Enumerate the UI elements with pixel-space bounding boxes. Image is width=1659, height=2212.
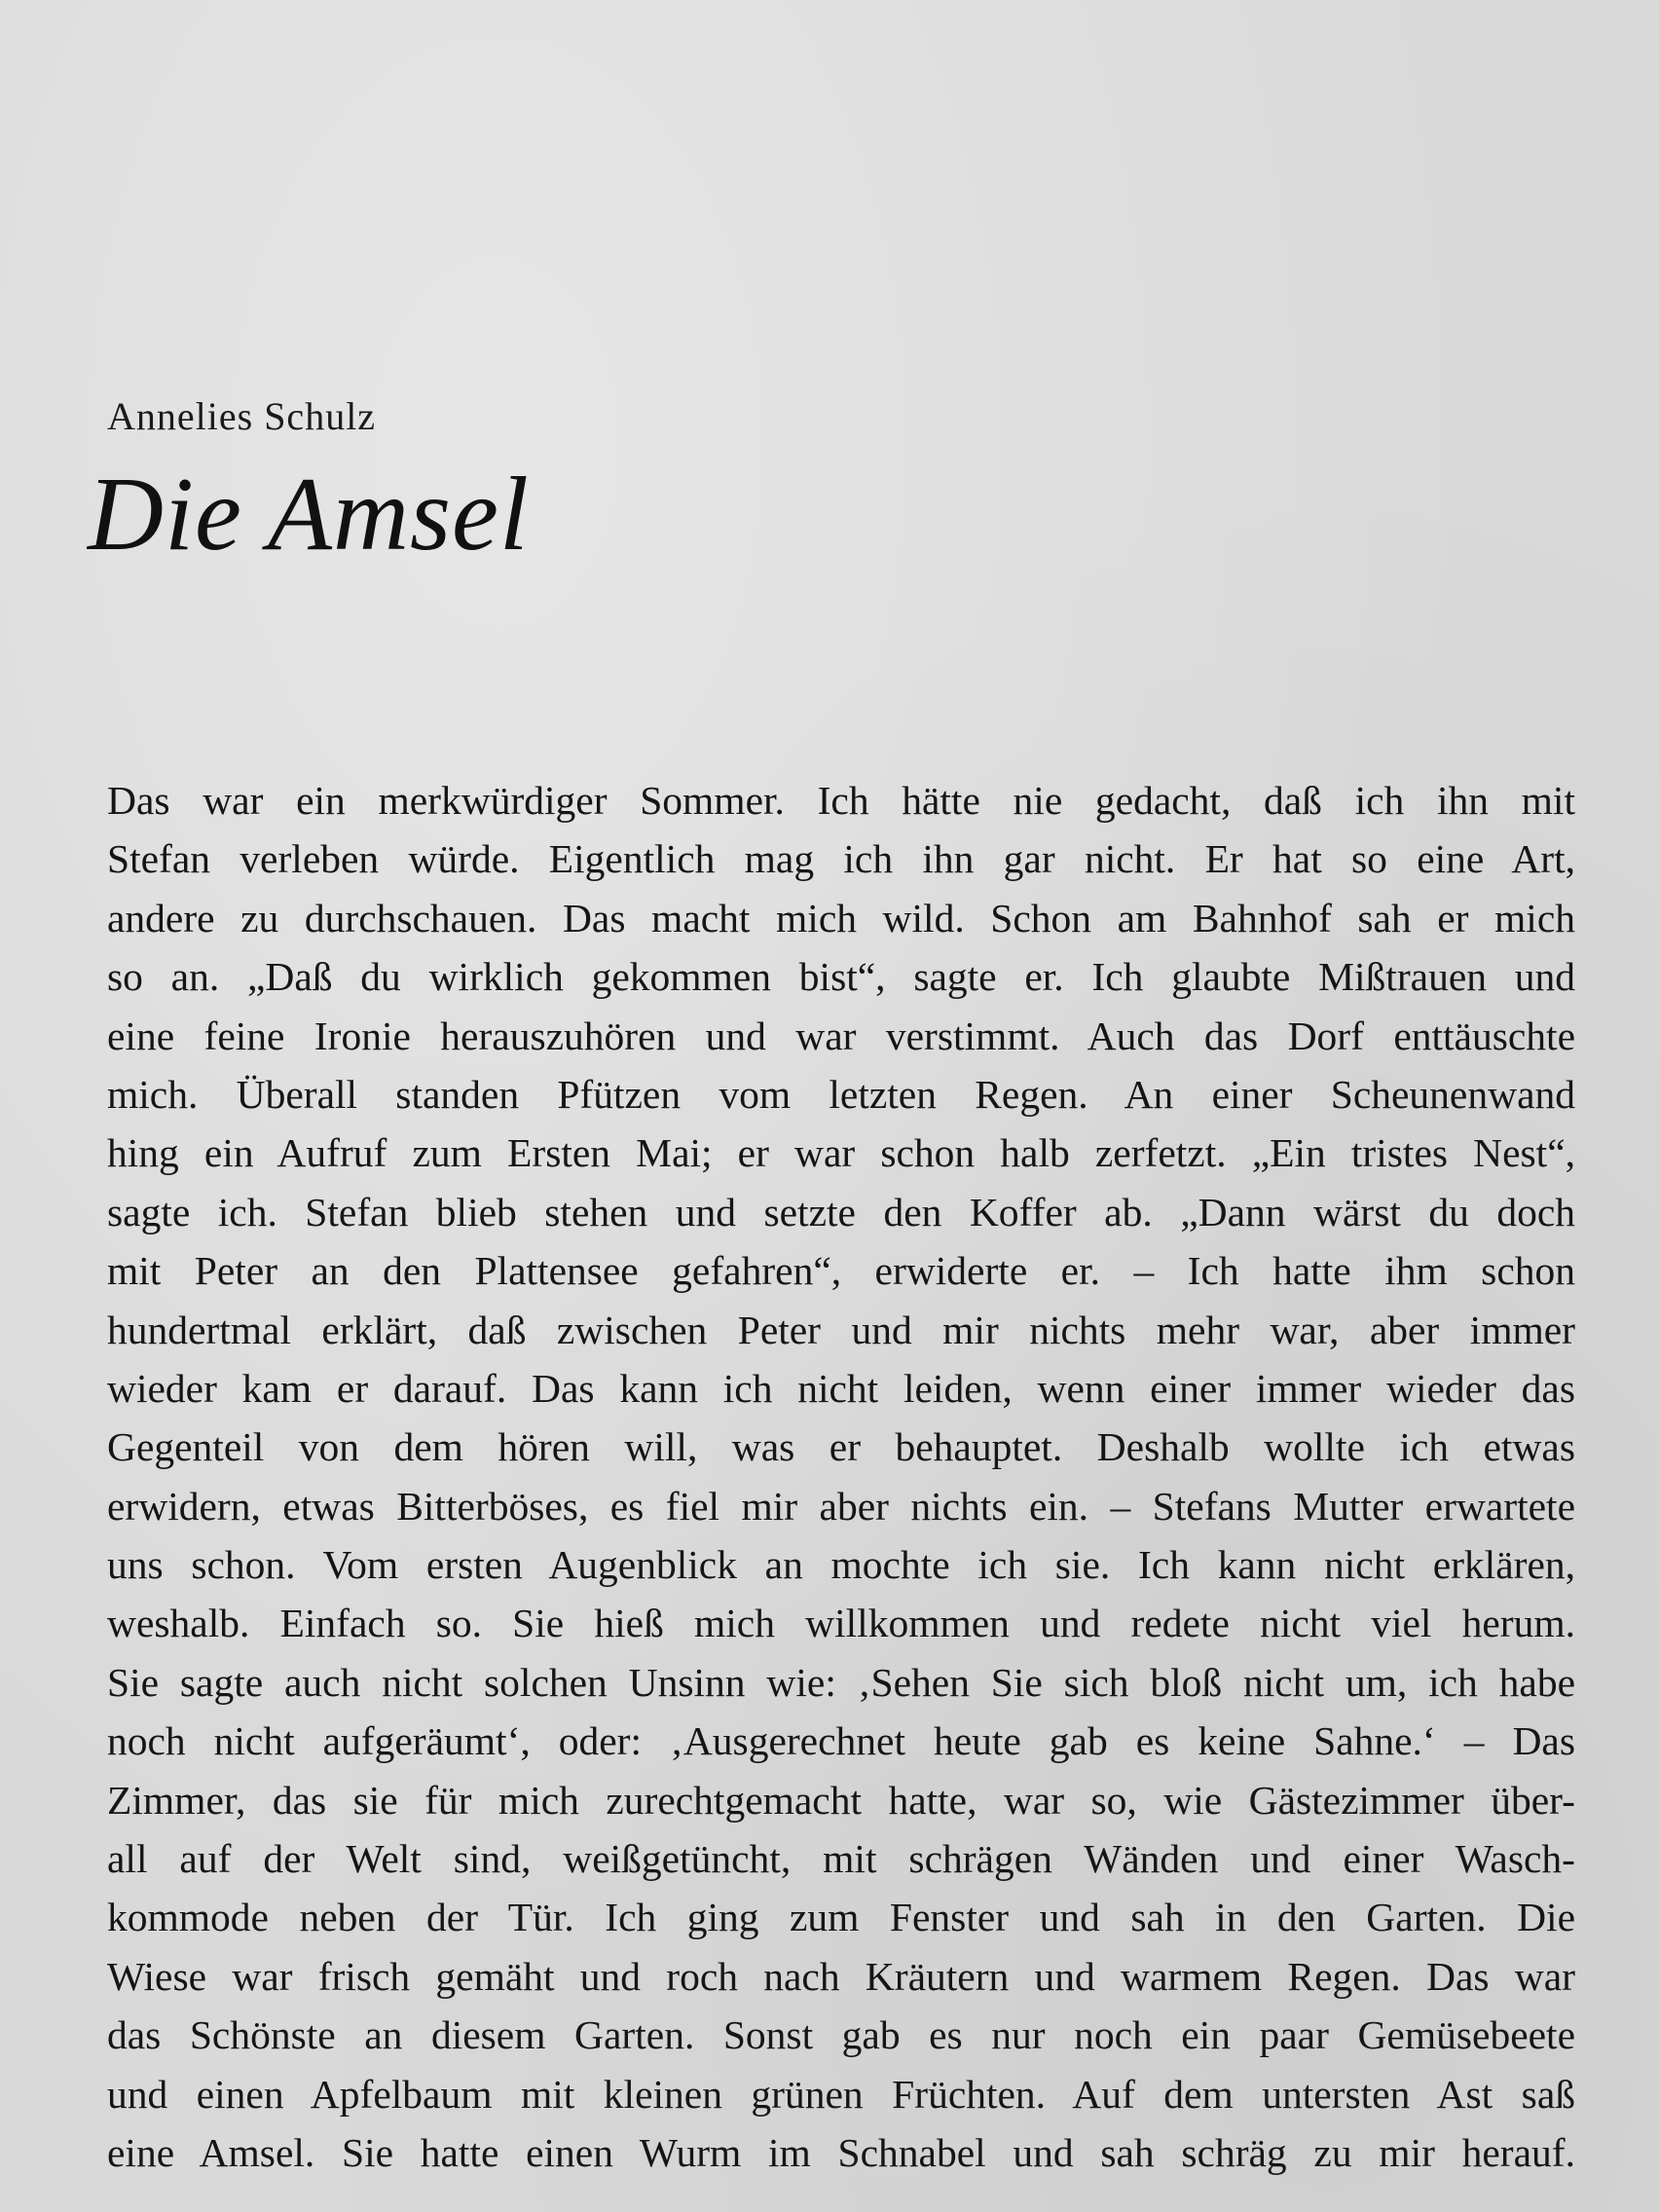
- text-line: und einen Apfelbaum mit kleinen grünen Früchten. Auf dem untersten Ast saß: [107, 2071, 1575, 2117]
- text-line: noch nicht aufgeräumt‘, oder: ‚Ausgerechnet heute gab es keine Sahne.‘ – Das: [107, 1718, 1575, 1764]
- text-line: erwidern, etwas Bitterböses, es fiel mir aber nichts ein. – Stefans Mutter erwartete: [107, 1483, 1575, 1529]
- text-line: andere zu durchschauen. Das macht mich wild. Schon am Bahnhof sah er mich: [107, 895, 1575, 940]
- text-line: Gegenteil von dem hören will, was er behauptet. Deshalb wollte ich etwas: [107, 1424, 1575, 1470]
- text-line: all auf der Welt sind, weißgetüncht, mit schrägen Wänden und einer Wasch-: [107, 1836, 1575, 1882]
- text-line: Wiese war frisch gemäht und roch nach Kräutern und warmem Regen. Das war: [107, 1953, 1575, 1999]
- text-line: uns schon. Vom ersten Augenblick an mochte ich sie. Ich kann nicht erklären,: [107, 1542, 1575, 1588]
- story-body: [107, 771, 1575, 2182]
- text-line: Das war ein merkwürdiger Sommer. Ich hätte nie gedacht, daß ich ihn mit: [107, 778, 1575, 823]
- text-line: mit Peter an den Plattensee gefahren“, erwiderte er. – Ich hatte ihm schon: [107, 1248, 1575, 1294]
- text-line: so an. „Daß du wirklich gekommen bist“, sagte er. Ich glaubte Mißtrauen und: [107, 954, 1575, 1000]
- text-line: kommode neben der Tür. Ich ging zum Fenster und sah in den Garten. Die: [107, 1895, 1575, 1940]
- text-line: hundertmal erklärt, daß zwischen Peter und mir nichts mehr war, aber immer: [107, 1307, 1575, 1352]
- text-line: eine Amsel. Sie hatte einen Wurm im Schnabel und sah schräg zu mir herauf.: [107, 2129, 1575, 2175]
- text-line: Zimmer, das sie für mich zurechtgemacht hatte, war so, wie Gästezimmer über-: [107, 1777, 1575, 1823]
- story-title: Die Amsel: [88, 457, 530, 572]
- text-line: hing ein Aufruf zum Ersten Mai; er war schon halb zerfetzt. „Ein tristes Nest“,: [107, 1130, 1575, 1176]
- text-line: Stefan verleben würde. Eigentlich mag ich ihn gar nicht. Er hat so eine Art,: [107, 836, 1575, 882]
- text-line: eine feine Ironie herauszuhören und war verstimmt. Auch das Dorf enttäuschte: [107, 1013, 1575, 1058]
- text-line: mich. Überall standen Pfützen vom letzten Regen. An einer Scheunenwand: [107, 1071, 1575, 1117]
- text-line: Sie sagte auch nicht solchen Unsinn wie: ‚Sehen Sie sich bloß nicht um, ich habe: [107, 1659, 1575, 1705]
- text-line: das Schönste an diesem Garten. Sonst gab es nur noch ein paar Gemüsebeete: [107, 2012, 1575, 2058]
- text-line: sagte ich. Stefan blieb stehen und setzte den Koffer ab. „Dann wärst du doch: [107, 1189, 1575, 1235]
- text-line: wieder kam er darauf. Das kann ich nicht leiden, wenn einer immer wieder das: [107, 1365, 1575, 1411]
- author-name: Annelies Schulz: [107, 394, 377, 438]
- text-line: weshalb. Einfach so. Sie hieß mich willkommen und redete nicht viel herum.: [107, 1601, 1575, 1646]
